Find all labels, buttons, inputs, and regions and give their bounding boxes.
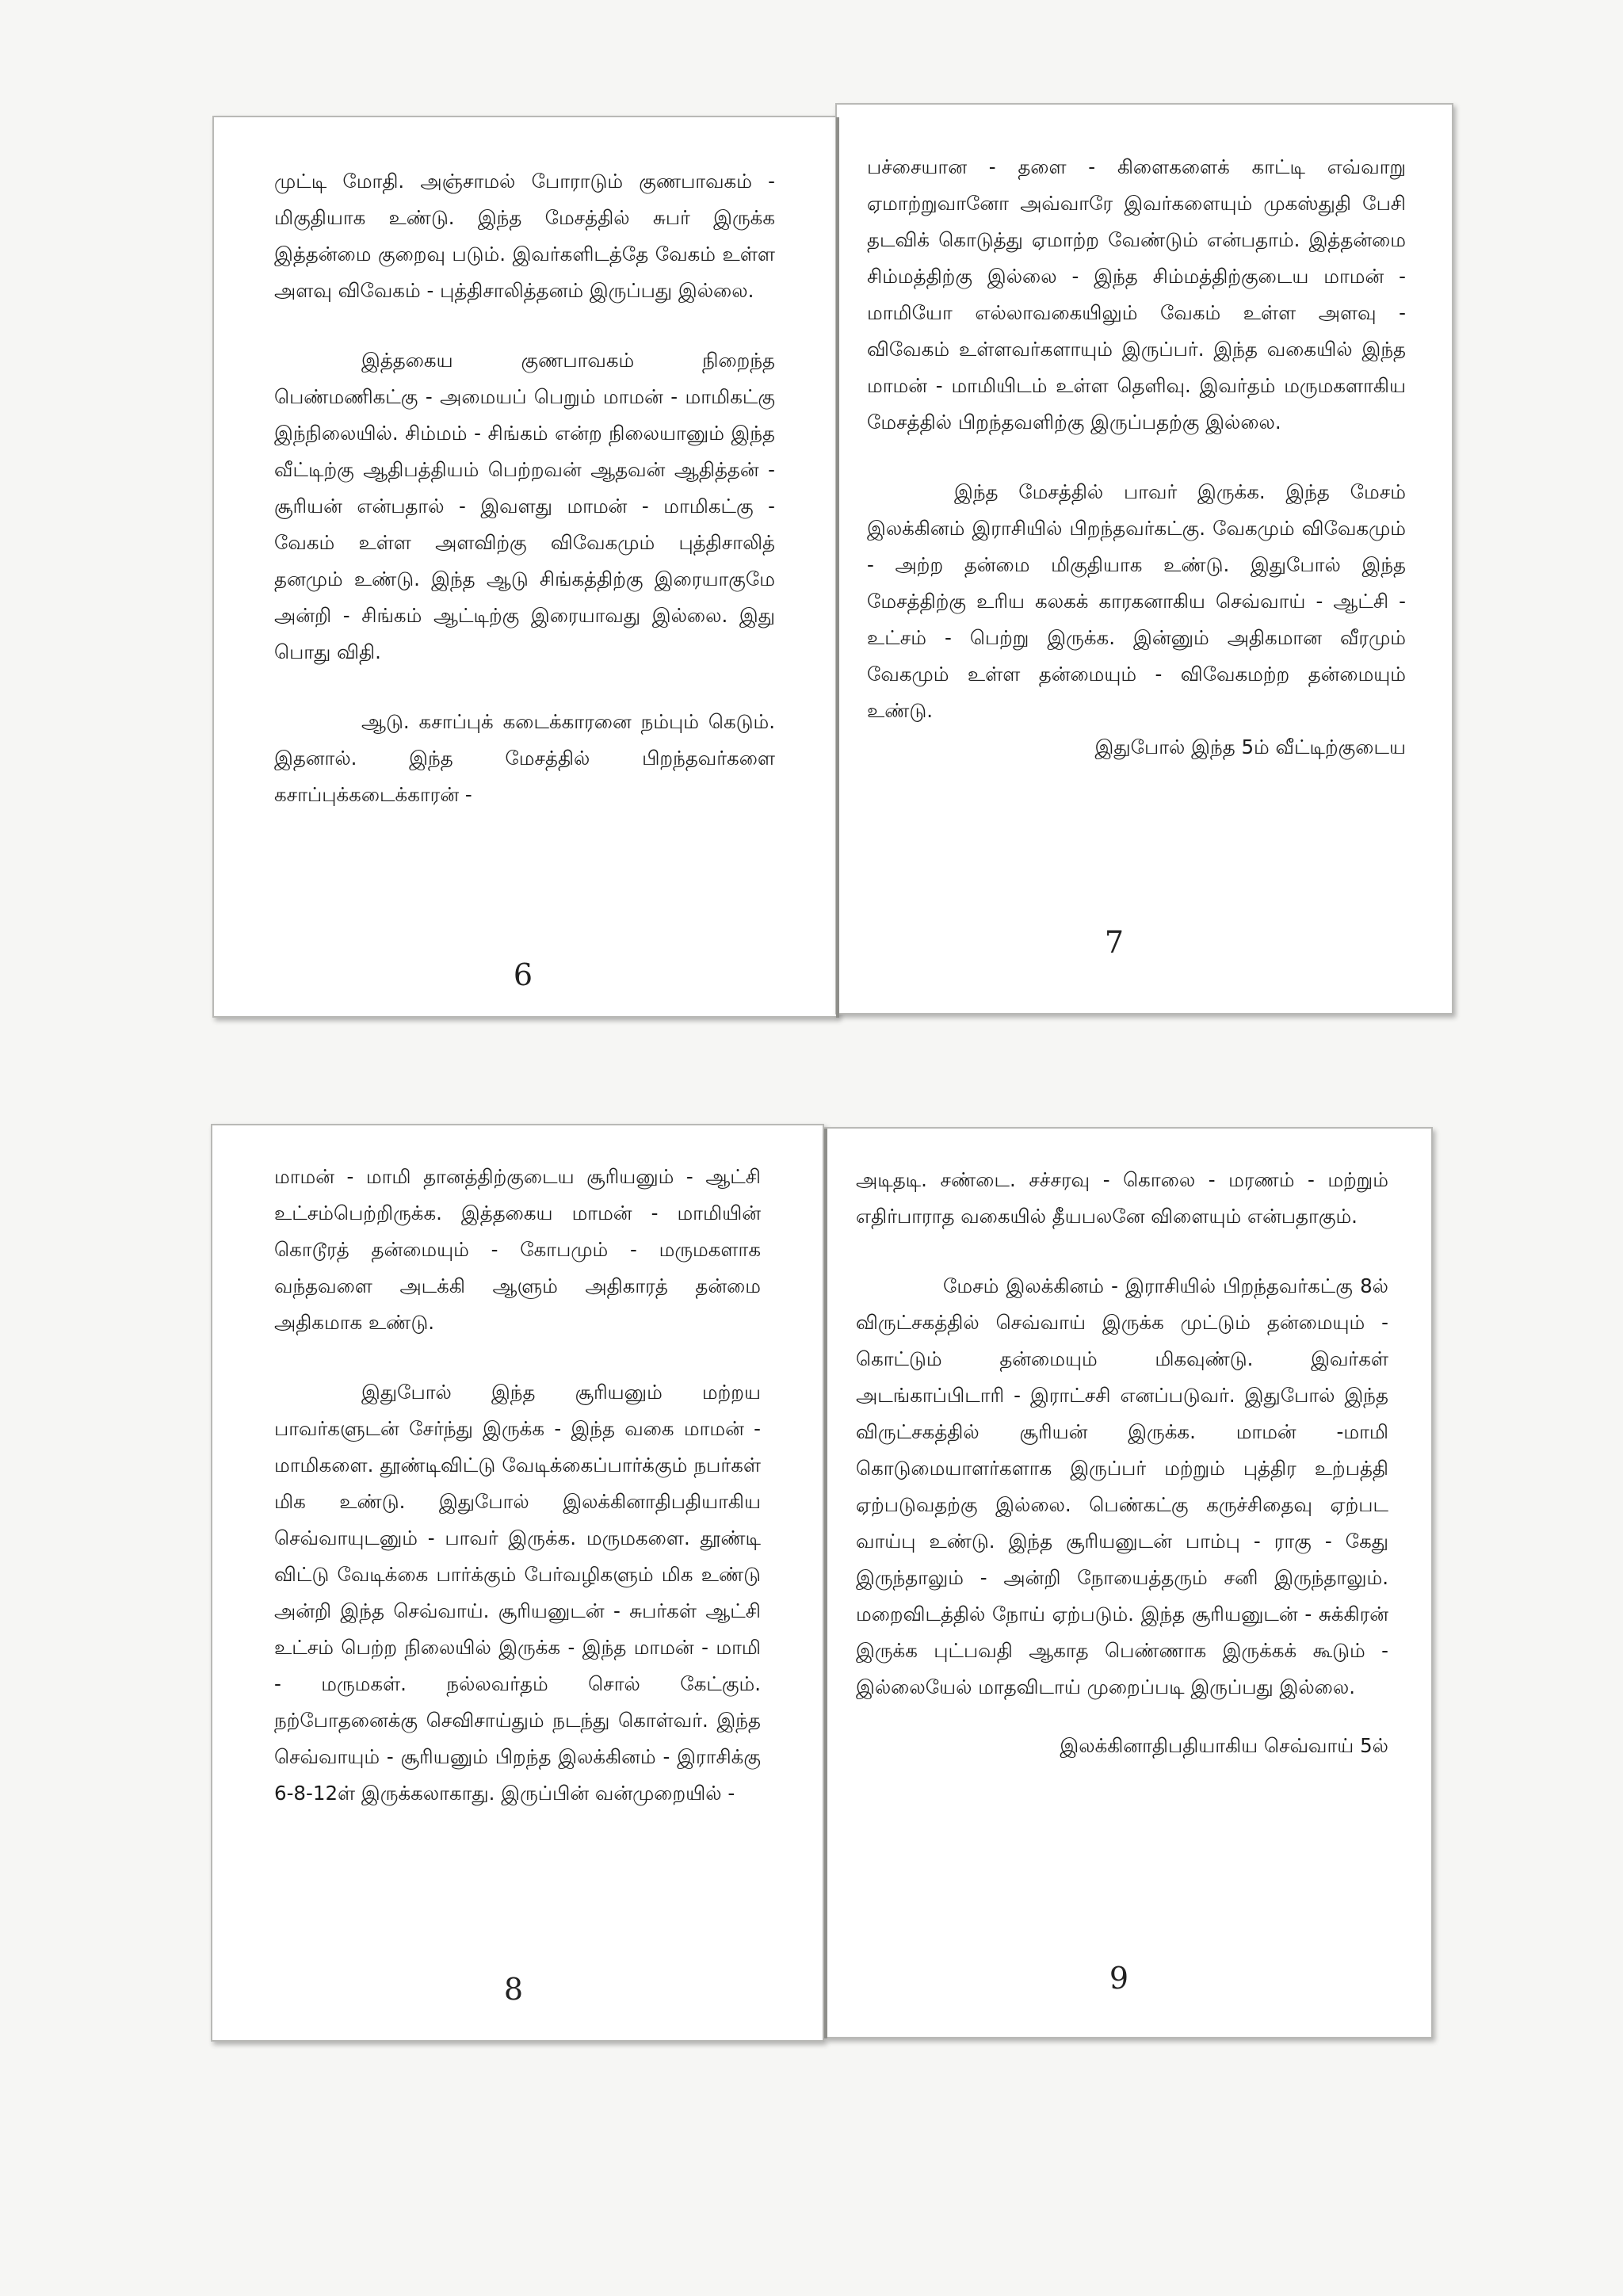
paragraph: முட்டி மோதி. அஞ்சாமல் போராடும் குணபாவகம் - மிகுதியாக உண்டு. இந்த மேசத்தில் சுபர் இருக்க இத்தன்மை குறைவு படும். இவர்களிடத்தே வேகம் உள்ள அளவு விவேகம் - புத்திசாலித்தனம் இருப்பது இல்லை. (274, 170, 775, 302)
paragraph: இத்தகைய குணபாவகம் நிறைந்த பெண்மணிகட்கு - அமையப் பெறும் மாமன் - மாமிகட்கு இந்நிலையில். சிம்மம் - சிங்கம் என்ற நிலையானும் இந்த வீட்டிற்கு ஆதிபத்தியம் பெற்றவன் ஆதவன் ஆதித்தன் - சூரியன் என்பதால் - இவளது மாமன் - மாமிகட்கு - வேகம் உள்ள அளவிற்கு விவேகமும் புத்திசாலித் தனமும் உண்டு. இந்த ஆடு சிங்கத்திற்கு இரையாகுமே அன்றி - சிங்கம் ஆட்டிற்கு இரையாவது இல்லை. இது பொது விதி. (274, 349, 775, 663)
book-page-7 (835, 103, 1453, 1014)
paragraph: மாமன் - மாமி தானத்திற்குடைய சூரியனும் - ஆட்சி உட்சம்பெற்றிருக்க. இத்தகைய மாமன் - மாமியின் கொடூரத் தன்மையும் - கோபமும் - மருமகளாக வந்தவளை அடக்கி ஆளும் அதிகாரத் தன்மை அதிகமாக உண்டு. (274, 1165, 761, 1334)
page-7-text (867, 149, 1406, 766)
book-page-9 (824, 1127, 1433, 2038)
paragraph: இதுபோல் இந்த 5ம் வீட்டிற்குடைய (1094, 735, 1406, 758)
page-8-text (274, 1159, 761, 1845)
book-gutter (824, 1129, 827, 2038)
book-page-6 (212, 116, 838, 1018)
page-number: 7 (1104, 925, 1125, 960)
page-number: 8 (503, 1972, 524, 2007)
page-6-text (274, 163, 775, 846)
paragraph: இலக்கினாதிபதியாகிய செவ்வாய் 5ல் (1060, 1734, 1388, 1757)
paragraph: ஆடு. கசாப்புக் கடைக்காரனை நம்பும் கெடும். இதனால். இந்த மேசத்தில் பிறந்தவர்களை கசாப்புக்கடைக்காரன் - (274, 710, 775, 806)
page-number: 9 (1109, 1961, 1129, 1996)
page-9-text (856, 1162, 1388, 1764)
paragraph: மேசம் இலக்கினம் - இராசியில் பிறந்தவர்கட்கு 8ல் விருட்சகத்தில் செவ்வாய் இருக்க முட்டும் தன்மையும் - கொட்டும் தன்மையும் மிகவுண்டு. இவர்கள் அடங்காப்பிடாரி - இராட்சசி எனப்படுவர். இதுபோல் இந்த விருட்சகத்தில் சூரியன் இருக்க. மாமன் -மாமி கொடுமையாளர்களாக இருப்பர் மற்றும் புத்திர உற்பத்தி ஏற்படுவதற்கு இல்லை. பெண்கட்கு கருச்சிதைவு ஏற்பட வாய்பு உண்டு. இந்த சூரியனுடன் பாம்பு - ராகு - கேது இருந்தாலும் - அன்றி நோயைத்தரும் சனி இருந்தாலும். மறைவிடத்தில் நோய் ஏற்படும். இந்த சூரியனுடன் - சுக்கிரன் இருக்க புட்பவதி ஆகாத பெண்ணாக இருக்கக் கூடும் - இல்லையேல் மாதவிடாய் முறைப்படி இருப்பது இல்லை. (856, 1274, 1388, 1698)
book-gutter (836, 117, 839, 1018)
paragraph: இந்த மேசத்தில் பாவர் இருக்க. இந்த மேசம் இலக்கினம் இராசியில் பிறந்தவர்கட்கு. வேகமும் விவேகமும் - அற்ற தன்மை மிகுதியாக உண்டு. இதுபோல் இந்த மேசத்திற்கு உரிய கலகக் காரகனாகிய செவ்வாய் - ஆட்சி - உட்சம் - பெற்று இருக்க. இன்னும் அதிகமான வீரமும் வேகமும் உள்ள தன்மையும் - விவேகமற்ற தன்மையும் உண்டு. (867, 480, 1406, 722)
paragraph: அடிதடி. சண்டை. சச்சரவு - கொலை - மரணம் - மற்றும் எதிர்பாராத வகையில் தீயபலனே விளையும் என்பதாகும். (856, 1168, 1388, 1228)
paragraph: இதுபோல் இந்த சூரியனும் மற்றய பாவர்களுடன் சேர்ந்து இருக்க - இந்த வகை மாமன் - மாமிகளை. தூண்டிவிட்டு வேடிக்கைப்பார்க்கும் நபர்கள் மிக உண்டு. இதுபோல் இலக்கினாதிபதியாகிய செவ்வாயுடனும் - பாவர் இருக்க. மருமகளை. தூண்டி விட்டு வேடிக்கை பார்க்கும் பேர்வழிகளும் மிக உண்டு அன்றி இந்த செவ்வாய். சூரியனுடன் - சுபர்கள் ஆட்சி உட்சம் பெற்ற நிலையில் இருக்க - இந்த மாமன் - மாமி - மருமகள். நல்லவர்தம் சொல் கேட்கும். நற்போதனைக்கு செவிசாய்தும் நடந்து கொள்வர். இந்த செவ்வாயும் - சூரியனும் பிறந்த இலக்கினம் - இராசிக்கு 6-8-12ள் இருக்கலாகாது. இருப்பின் வன்முறையில் - (274, 1381, 761, 1805)
book-page-8 (211, 1124, 824, 2042)
paragraph: பச்சையான - தளை - கிளைகளைக் காட்டி எவ்வாறு ஏமாற்றுவானோ அவ்வாரே இவர்களையும் முகஸ்துதி பேசி தடவிக் கொடுத்து ஏமாற்ற வேண்டும் என்பதாம். இத்தன்மை சிம்மத்திற்கு இல்லை - இந்த சிம்மத்திற்குடைய மாமன் - மாமியோ எல்லாவகையிலும் வேகம் உள்ள அளவு - விவேகம் உள்ளவர்களாயும் இருப்பர். இந்த வகையில் இந்த மாமன் - மாமியிடம் உள்ள தெளிவு. இவர்தம் மருமகளாகிய மேசத்தில் பிறந்தவளிற்கு இருப்பதற்கு இல்லை. (867, 155, 1406, 434)
page-number: 6 (513, 957, 533, 992)
